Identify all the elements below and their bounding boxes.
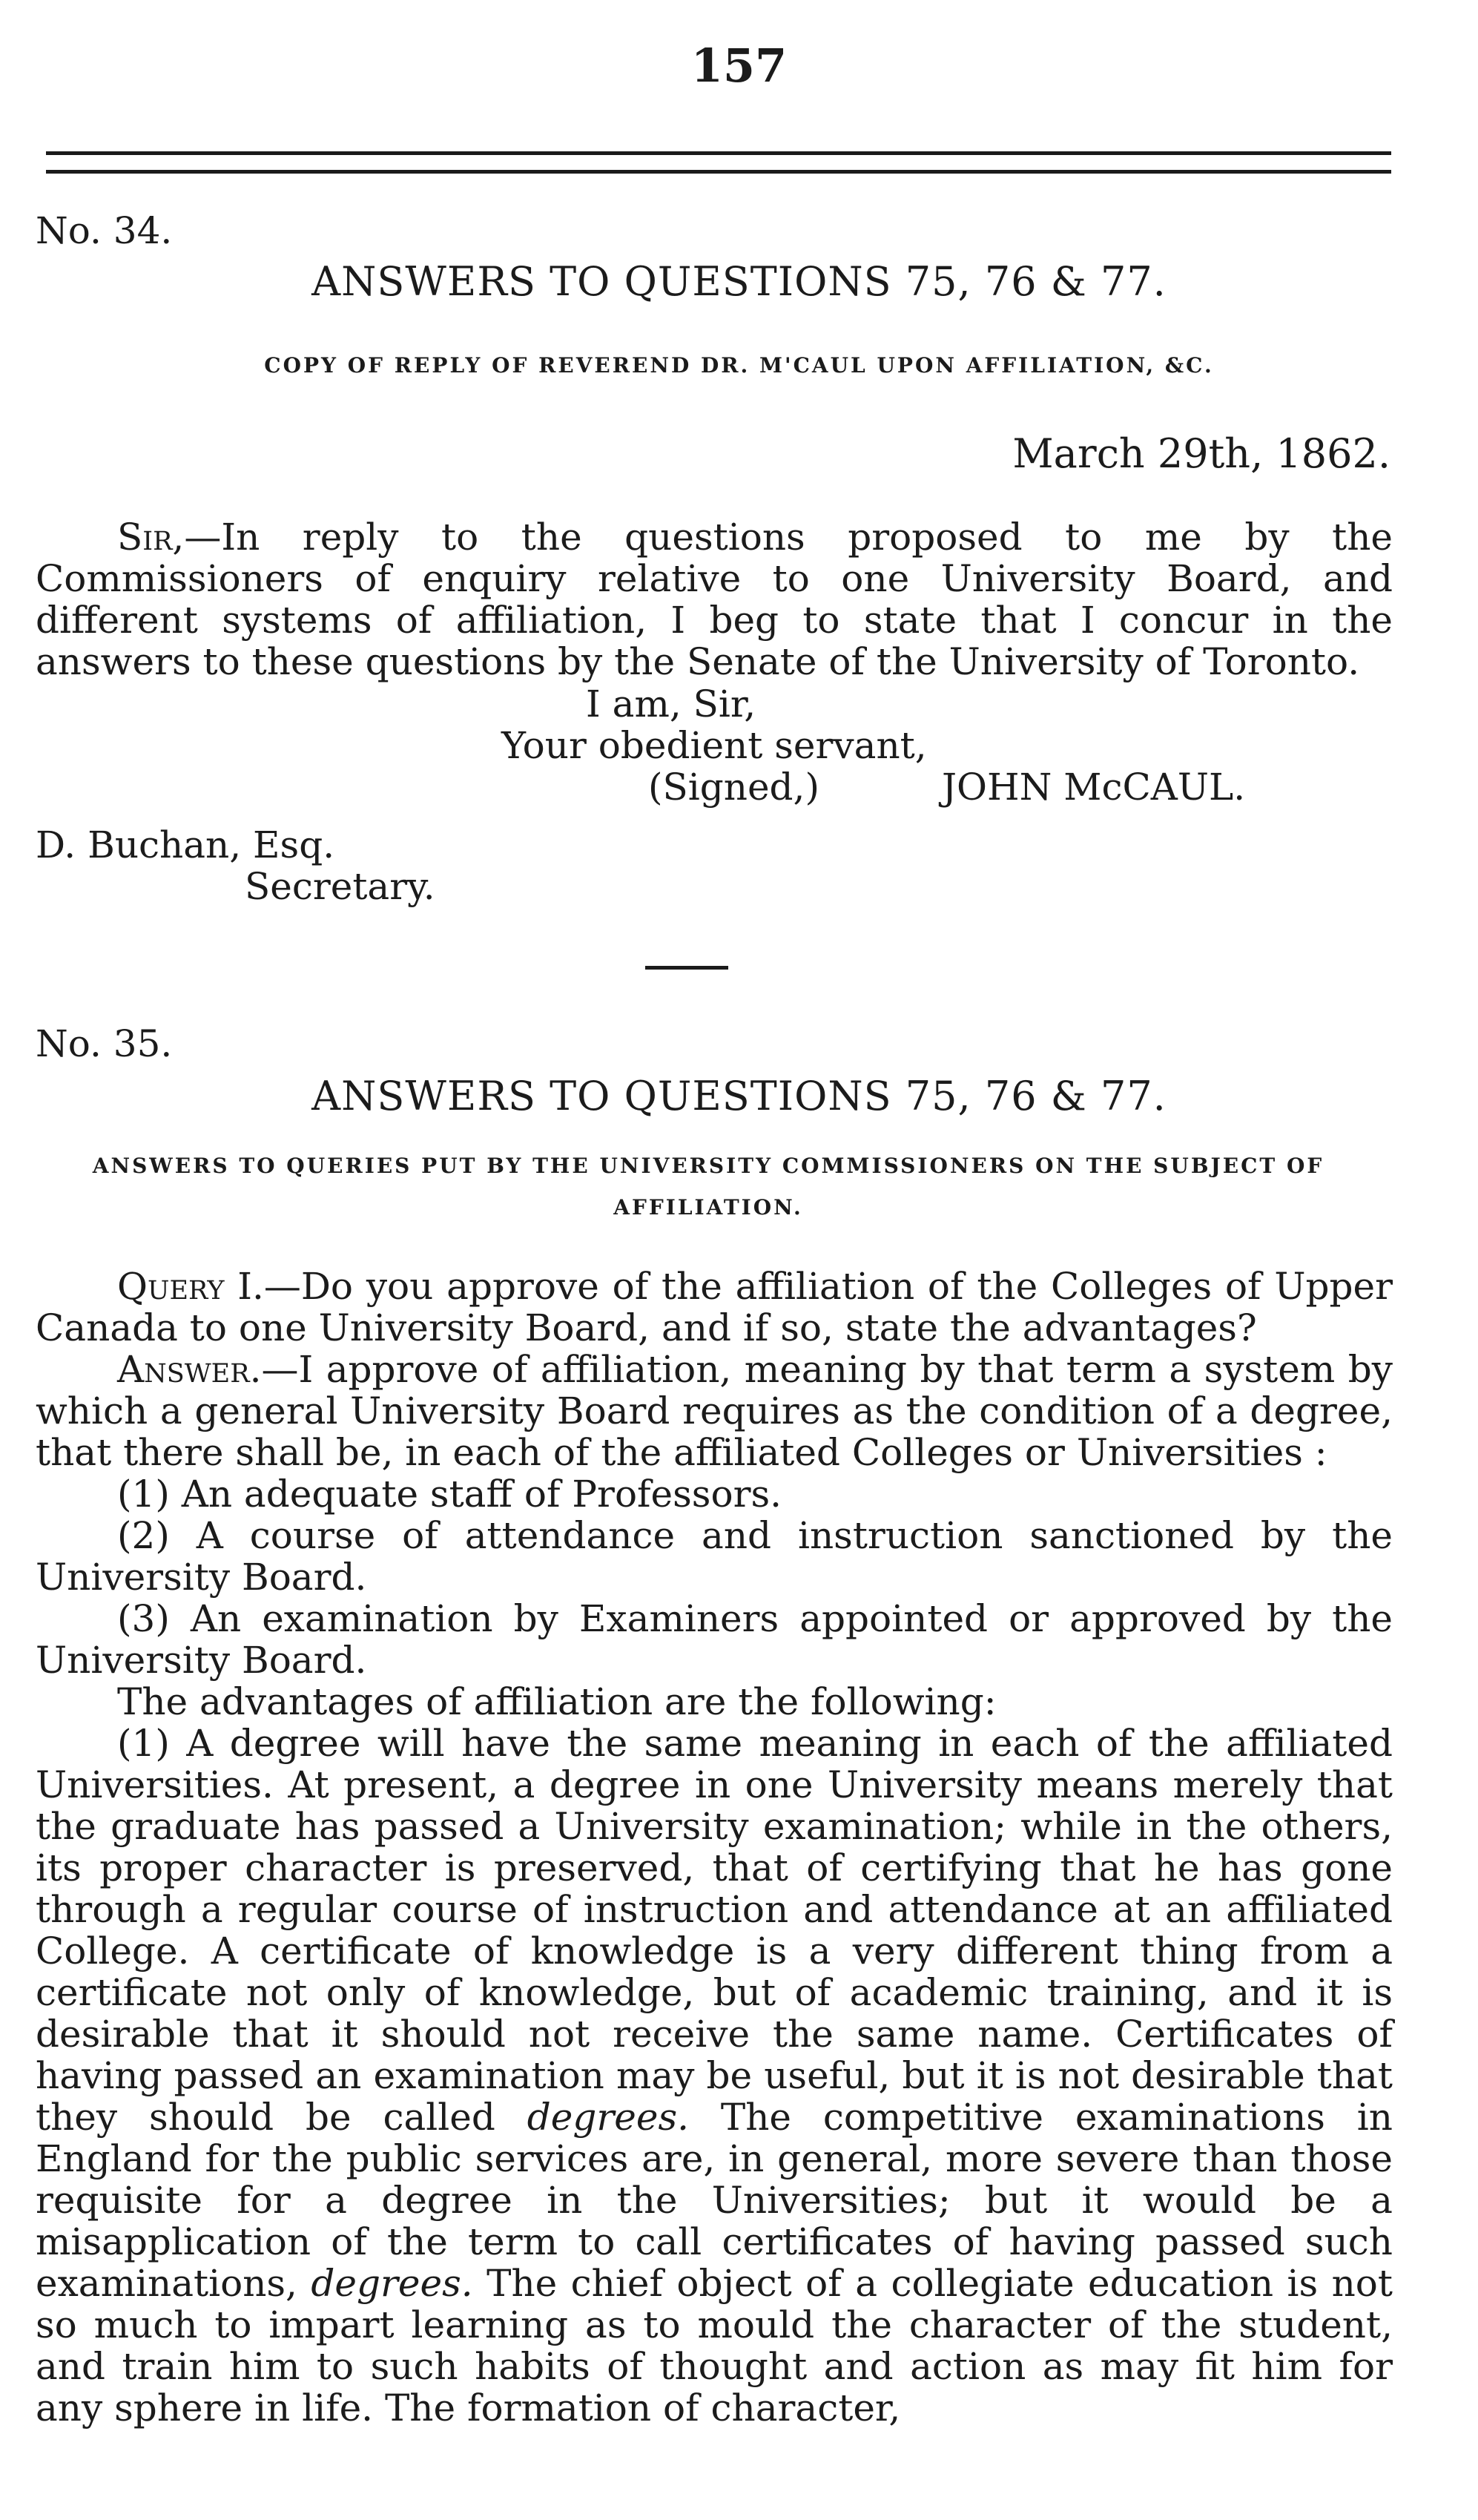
query-paragraph (36, 1266, 1393, 1349)
requirement-item-2: (2) A course of attendance and instruction sanctioned by the University Board. (36, 1514, 1393, 1599)
advantages-intro: The advantages of affiliation are the following: (117, 1680, 997, 1723)
header-double-rule (46, 151, 1391, 174)
query-text: —Do you approve of the affiliation of the Colleges of Upper Canada to one University Board, and if so, state the advantages? (36, 1265, 1393, 1349)
closing-line-1: I am, Sir, (586, 682, 756, 726)
emphasis-degrees-1: degrees. (527, 2096, 690, 2139)
requirement-item-1: (1) An adequate staff of Professors. (117, 1473, 782, 1516)
signatory-name: JOHN McCAUL. (942, 766, 1246, 809)
section-caption-34: COPY OF REPLY OF REVEREND DR. M'CAUL UPON AFFILIATION, &C. (264, 353, 1214, 378)
query-label: Query I. (117, 1265, 264, 1308)
letter-body (36, 516, 1393, 682)
section-caption-35: ANSWERS TO QUERIES PUT BY THE UNIVERSITY COMMISSIONERS ON THE SUBJECT OF AFFILIATION. (92, 1154, 1324, 1220)
signed-label: (Signed,) (648, 766, 819, 809)
addressee-name: D. Buchan, Esq. (36, 823, 335, 866)
advantage-1-paragraph: (1) A degree will have the same meaning in each of the affiliated Universities. At present, a degree in one University means merely that the graduate has passed a University examination; while in the others, its proper character is preserved, that of certifying that he has gone through a regular course of instruction and attendance at an affiliated College. A certificate of knowledge is a very different thing from a certificate not only of knowledge, but of academic training, and it is desirable that it should not receive the same name. Certificates of having passed an examination may be useful, but it is not desirable that they should be called degrees. The competitive examinations in England for the public services are, in general, more severe than those requisite for a degree in the Universities; but it would be a misapplication of the term to call certificates of having passed such examinations, degrees. The chief object of a collegiate education is not so much to impart learning as to mould the character of the student, and train him to such habits of thought and action as may fit him for any sphere in life. The formation of character, (36, 1722, 1393, 2429)
letter-date: March 29th, 1862. (1012, 430, 1390, 477)
section-number-34: No. 34. (36, 209, 173, 252)
section-title-34: ANSWERS TO QUESTIONS 75, 76 & 77. (311, 258, 1167, 305)
page-number: 157 (690, 39, 788, 93)
letter-text: —In reply to the questions proposed to me by the Commissioners of enquiry relative to one University Board, and different systems of affiliation, I beg to state that I concur in the answers to these questions by the Senate of the University of Toronto. (36, 516, 1393, 683)
requirement-item-3: (3) An examination by Examiners appointed or approved by the University Board. (36, 1597, 1393, 1682)
section-title-35: ANSWERS TO QUESTIONS 75, 76 & 77. (311, 1073, 1167, 1119)
section-number-35: No. 35. (36, 1022, 173, 1065)
answer-paragraph (36, 1349, 1393, 1473)
addressee-title: Secretary. (245, 865, 435, 908)
salutation: Sir, (117, 516, 185, 559)
answer-text: —I approve of affiliation, meaning by that term a system by which a general University Board requires as the condition of a degree, that there shall be, in each of the affiliated Colleges or Universities : (36, 1348, 1393, 1474)
emphasis-degrees-2: degrees. (311, 2262, 473, 2305)
answer-label: Answer. (117, 1348, 262, 1391)
closing-line-2: Your obedient servant, (501, 724, 927, 767)
section-divider (645, 966, 728, 970)
